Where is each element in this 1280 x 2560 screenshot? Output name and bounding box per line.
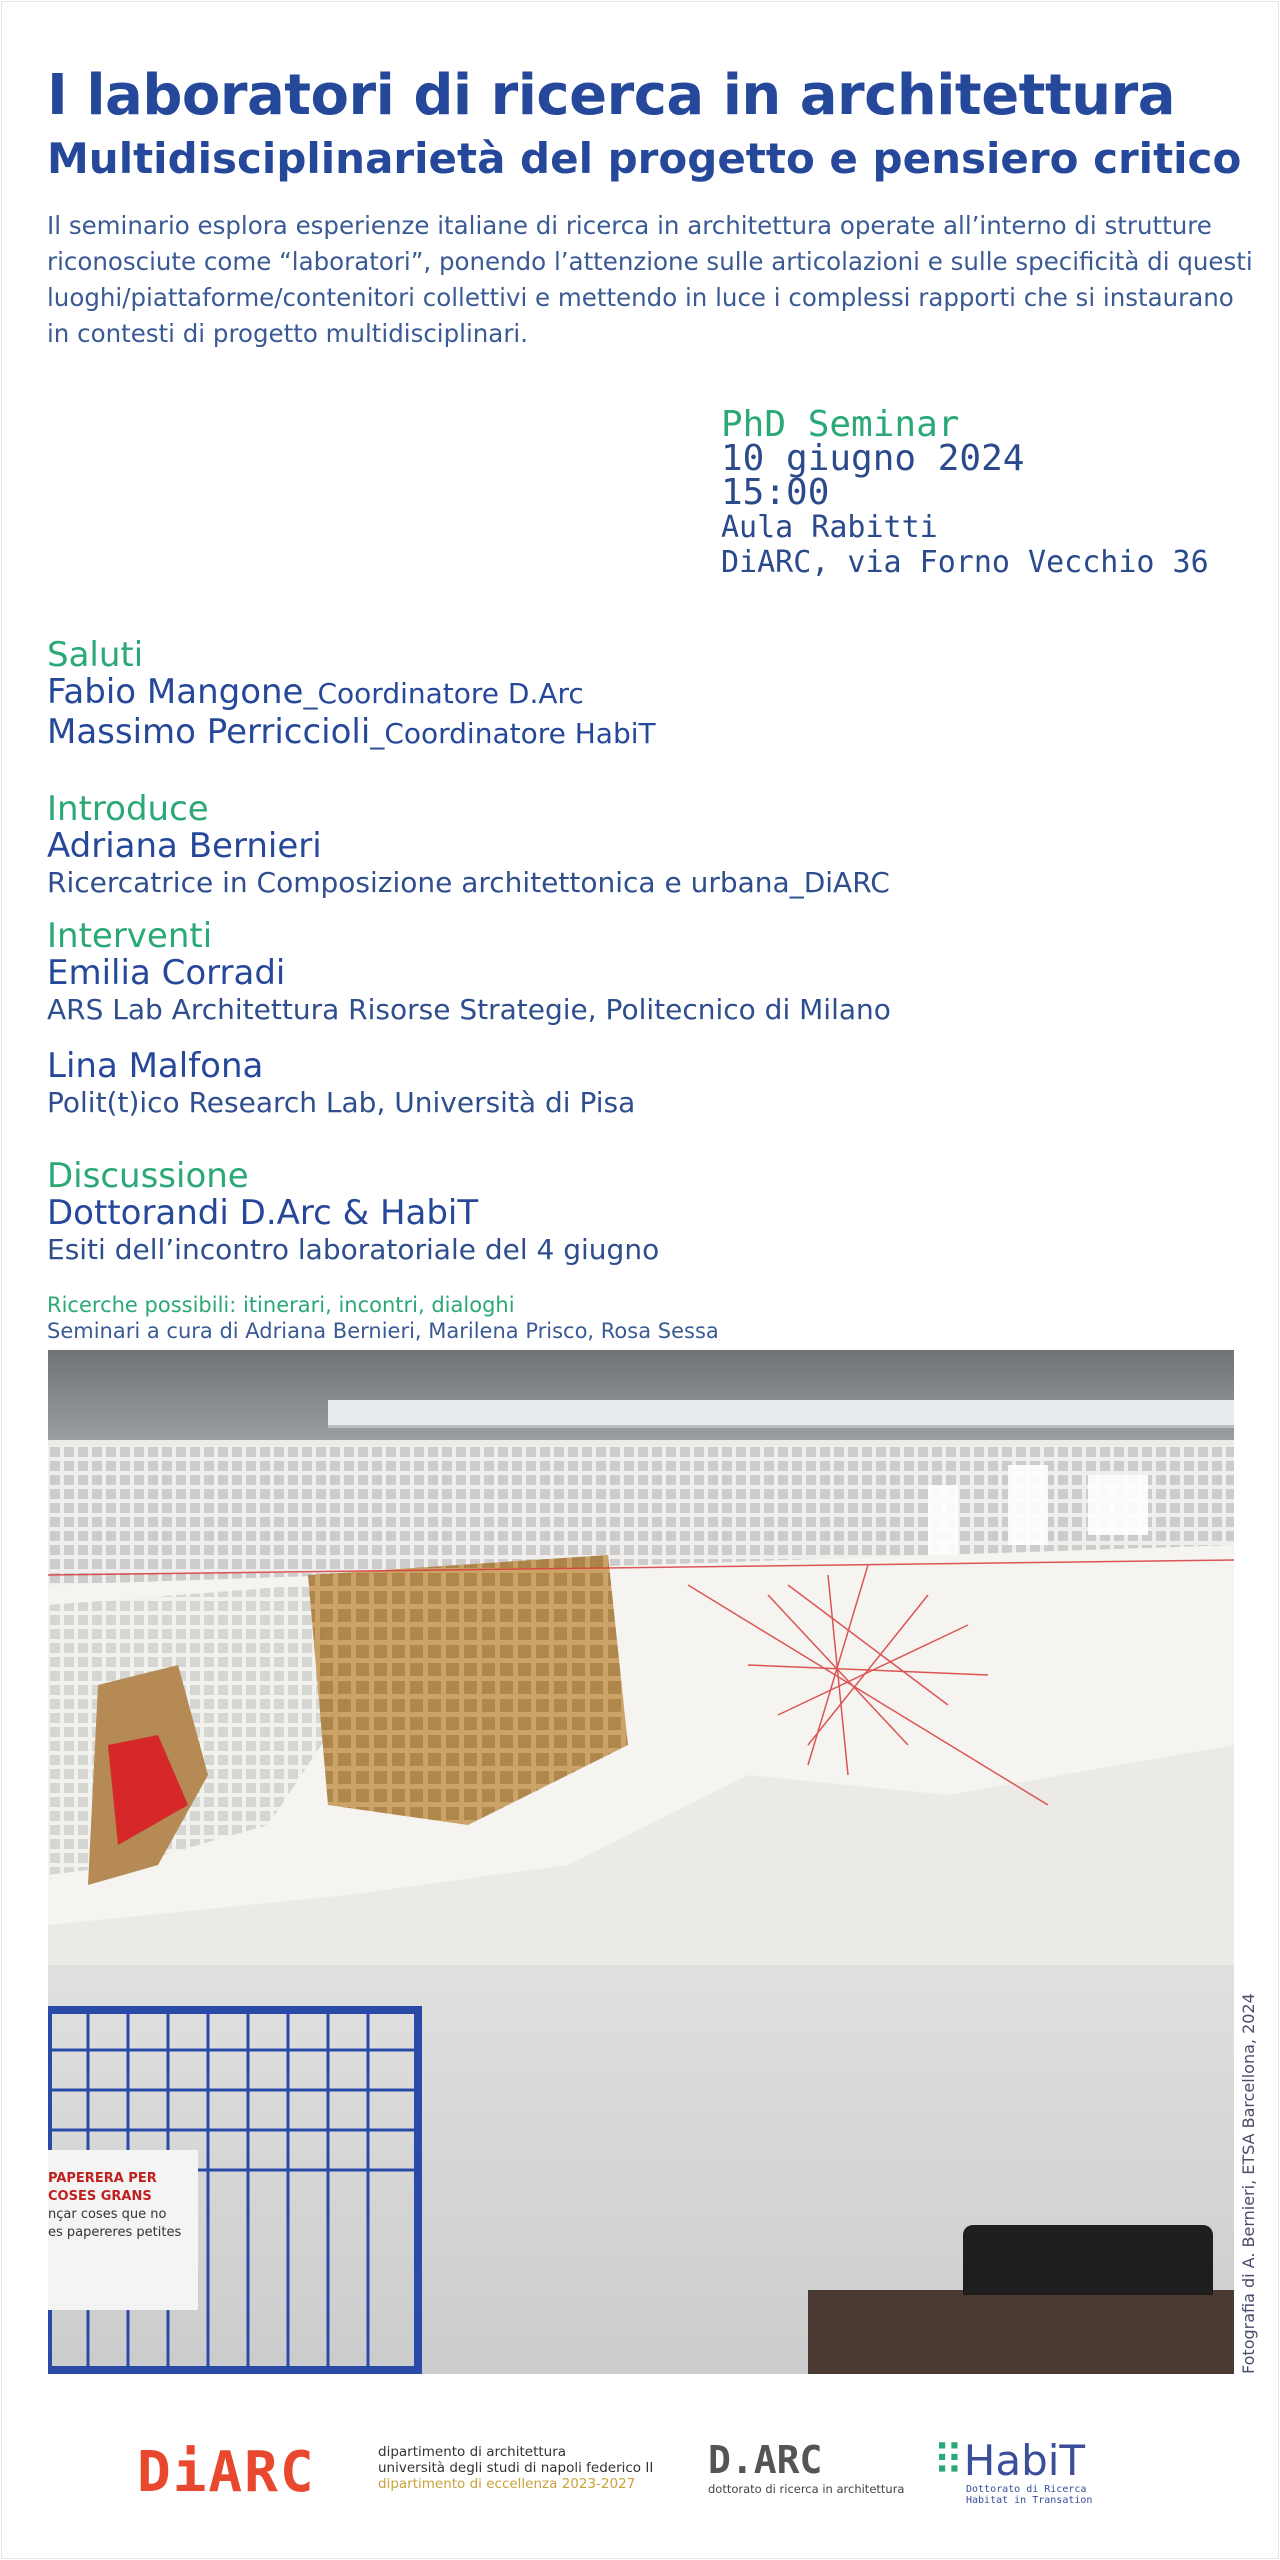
habit-line: Habitat in Transation (966, 2495, 1093, 2506)
section-introduce (47, 791, 891, 900)
intro-line: riconosciute come “laboratori”, ponendo l’attenzione sulle articolazioni e sulle specificità di questi (47, 247, 1253, 276)
habit-description (966, 2484, 1092, 2506)
photo-ceiling-lamp (328, 1400, 1234, 1428)
speaker-name: Adriana Bernieri (47, 826, 322, 866)
diarc-logo: DiARC (137, 2440, 316, 2505)
speaker (47, 713, 891, 753)
section-label: Saluti (47, 635, 144, 675)
event-info (721, 404, 1209, 580)
habit-logo-text: HabiT (963, 2436, 1086, 2485)
speaker-affiliation: Ricercatrice in Composizione architettonica e urbana_DiARC (47, 866, 890, 899)
series-curators: Seminari a cura di Adriana Bernieri, Marilena Prisco, Rosa Sessa (47, 1319, 719, 1343)
speaker-role: _Coordinatore D.Arc (303, 677, 584, 710)
intro-line: luoghi/piattaforme/contenitori collettivi e mettendo in luce i complessi rapporti che si instaurano (47, 283, 1234, 312)
diarc-line: dipartimento di eccellenza 2023-2027 (378, 2476, 636, 2492)
event-address: DiARC, via Forno Vecchio 36 (721, 545, 1209, 580)
discussion-note: Esiti dell’incontro laboratoriale del 4 giugno (47, 1233, 660, 1266)
seminar-series (47, 1292, 719, 1344)
program (47, 637, 891, 1285)
diarc-description (378, 2444, 653, 2492)
section-label: Discussione (47, 1156, 249, 1196)
footer-logos (0, 2420, 1280, 2520)
speaker-name: Fabio Mangone (47, 672, 304, 712)
diarc-line: università degli studi di napoli federico II (378, 2460, 654, 2476)
darc-description: dottorato di ricerca in architettura (708, 2482, 905, 2496)
event-room: Aula Rabitti (721, 510, 938, 545)
speaker-name: Lina Malfona (47, 1046, 264, 1086)
event-date: 10 giugno 2024 (721, 438, 1025, 479)
habit-line: Dottorato di Ricerca (966, 2484, 1087, 2495)
event-time: 15:00 (721, 472, 830, 513)
section-discussione (47, 1158, 891, 1267)
section-saluti (47, 637, 891, 753)
speaker-affiliation: Polit(t)ico Research Lab, Università di Pisa (47, 1086, 636, 1119)
city-map-model (48, 1445, 1234, 1970)
speaker-name: Massimo Perriccioli (47, 712, 371, 752)
speaker (47, 673, 891, 713)
photo-lab-map-model (48, 1350, 1234, 2374)
habit-dots-icon: ⠿ (933, 2436, 964, 2485)
intro-line: Il seminario esplora esperienze italiane di ricerca in architettura operate all’interno di strutture (47, 211, 1212, 240)
photo-credit: Fotografia di A. Bernieri, ETSA Barcellona, 2024 (1239, 1993, 1258, 2374)
section-label: Introduce (47, 789, 209, 829)
section-label: Interventi (47, 916, 213, 956)
page-title: I laboratori di ricerca in architettura (47, 63, 1175, 128)
sign-line: COSES GRANS (48, 2189, 152, 2204)
photo-chair (963, 2225, 1213, 2295)
speaker-role: _Coordinatore HabiT (370, 717, 656, 750)
photo-table (808, 2290, 1234, 2374)
section-interventi (47, 918, 891, 1120)
habit-logo (933, 2436, 1085, 2485)
darc-logo: D.ARC (708, 2438, 823, 2482)
page-subtitle: Multidisciplinarietà del progetto e pensiero critico (47, 134, 1242, 183)
diarc-line: dipartimento di architettura (378, 2444, 567, 2460)
event-type: PhD Seminar (721, 404, 960, 445)
sign-line: nçar coses que no (48, 2207, 167, 2222)
intro-line: in contesti di progetto multidisciplinari. (47, 319, 528, 348)
series-name: Ricerche possibili: itinerari, incontri, dialoghi (47, 1293, 515, 1317)
speaker-name: Emilia Corradi (47, 953, 286, 993)
photo-bin-sign (48, 2170, 198, 2242)
sign-line: es papereres petites (48, 2225, 182, 2240)
intro-paragraph (47, 208, 1253, 352)
speaker-name: Dottorandi D.Arc & HabiT (47, 1193, 479, 1233)
sign-line: PAPERERA PER (48, 2171, 157, 2186)
speaker-affiliation: ARS Lab Architettura Risorse Strategie, Politecnico di Milano (47, 993, 891, 1026)
